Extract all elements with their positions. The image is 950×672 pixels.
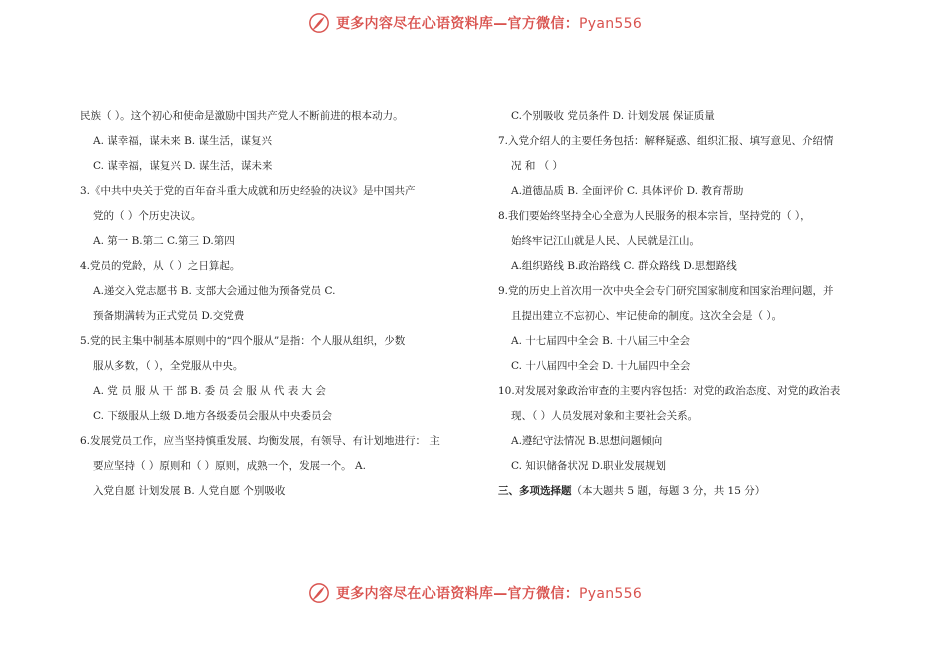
left-column-line: A. 党 员 服 从 干 部 B. 委 员 会 服 从 代 表 大 会 (93, 385, 326, 397)
footer-banner (0, 582, 950, 608)
left-column (80, 104, 465, 504)
section-three-note: （本大题共 5 题，每题 3 分，共 15 分） (571, 485, 766, 497)
right-column-line: 现、（ ）人员发展对象和主要社会关系。 (511, 410, 699, 422)
banner-account: Pyan556 (579, 16, 643, 32)
right-column-lines (498, 104, 873, 479)
right-column-line: 9.党的历史上首次用一次中央全会专门研究国家制度和国家治理问题，并 (498, 285, 834, 297)
quill-logo-icon (308, 12, 330, 34)
right-column-line: A.组织路线 B.政治路线 C. 群众路线 D.思想路线 (511, 260, 737, 272)
quill-logo-icon (308, 582, 330, 604)
left-column-line: 6.发展党员工作，应当坚持慎重发展、均衡发展，有领导、有计划地进行： 主 (80, 435, 440, 447)
left-column-line: 要应坚持（ ）原则和（ ）原则，成熟一个，发展一个。 A. (93, 460, 366, 472)
footer-main-text: 更多内容尽在心语资料库—官方微信： (335, 586, 580, 602)
right-column (498, 104, 873, 504)
left-column-line: 民族（ ）。这个初心和使命是激励中国共产党人不断前进的根本动力。 (80, 110, 404, 122)
left-column-line: 党的（ ）个历史决议。 (93, 210, 202, 222)
left-column-line: C. 谋幸福，谋复兴 D. 谋生活，谋未来 (93, 160, 273, 172)
right-column-line: C. 十八届四中全会 D. 十九届四中全会 (511, 360, 691, 372)
header-banner (0, 12, 950, 38)
left-column-line: A. 第一 B.第二 C.第三 D.第四 (93, 235, 235, 247)
banner-main-text: 更多内容尽在心语资料库—官方微信： (335, 16, 580, 32)
right-column-line: C. 知识储备状况 D.职业发展规划 (511, 460, 667, 472)
right-column-line: A.道德品质 B. 全面评价 C. 具体评价 D. 教育帮助 (511, 185, 744, 197)
left-column-line: 4.党员的党龄，从（ ）之日算起。 (80, 260, 241, 272)
footer-account: Pyan556 (579, 586, 643, 602)
left-column-line: 服从多数，（ ），全党服从中央。 (93, 360, 244, 372)
section-three-title: 三、多项选择题 (498, 485, 572, 497)
right-column-line: 10.对发展对象政治审查的主要内容包括：对党的政治态度、对党的政治表 (498, 385, 841, 397)
left-column-line: C. 下级服从上级 D.地方各级委员会服从中央委员会 (93, 410, 333, 422)
banner-inner (308, 12, 642, 34)
right-column-line: 且提出建立不忘初心、牢记使命的制度。这次全会是（ ）。 (511, 310, 783, 322)
left-column-line: 5.党的民主集中制基本原则中的“四个服从”是指：个人服从组织，少数 (80, 335, 406, 347)
left-column-line: 入党自愿 计划发展 B. 人党自愿 个别吸收 (93, 485, 286, 497)
right-column-line: 始终牢记江山就是人民、人民就是江山。 (511, 235, 700, 247)
banner-text (336, 13, 642, 33)
left-column-line: A.递交入党志愿书 B. 支部大会通过他为预备党员 C. (93, 285, 336, 297)
footer-banner-text (336, 583, 642, 603)
right-column-line: 8.我们要始终坚持全心全意为人民服务的根本宗旨，坚持党的（ ）， (498, 210, 811, 222)
right-column-line: 7.入党介绍人的主要任务包括：解释疑惑、组织汇报、填写意见、介绍情 (498, 135, 834, 147)
footer-banner-inner (308, 582, 642, 604)
right-column-line: A. 十七届四中全会 B. 十八届三中全会 (511, 335, 690, 347)
right-column-line: C.个别吸收 党员条件 D. 计划发展 保证质量 (511, 110, 715, 122)
right-column-line: A.遵纪守法情况 B.思想问题倾向 (511, 435, 663, 447)
right-column-line: 况 和 （ ） (511, 160, 564, 172)
left-column-line: A. 谋幸福，谋未来 B. 谋生活，谋复兴 (93, 135, 272, 147)
section-three-heading (498, 479, 873, 504)
left-column-line: 3.《中共中央关于党的百年奋斗重大成就和历史经验的决议》是中国共产 (80, 185, 416, 197)
left-column-line: 预备期满转为正式党员 D.交党费 (93, 310, 245, 322)
